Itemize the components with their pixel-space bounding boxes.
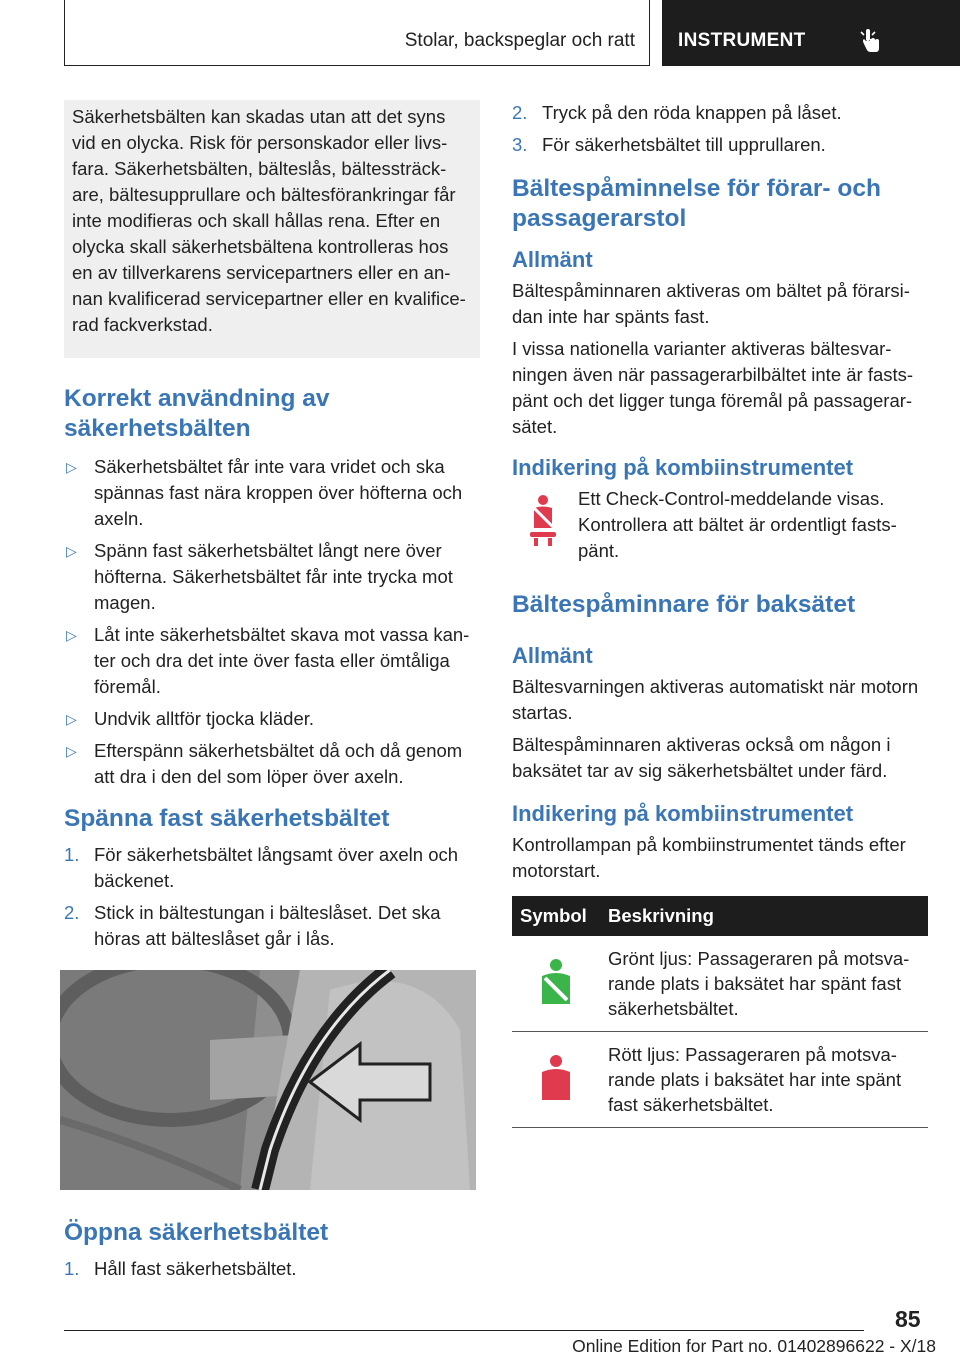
table-header-row [512, 896, 928, 936]
red-person-icon [539, 1054, 573, 1100]
heading-fasten: Spänna fast säkerhetsbältet [64, 805, 390, 832]
heading-general-1: Allmänt [512, 247, 593, 272]
seatbelt-warning-icon [528, 494, 558, 546]
left-column [64, 100, 480, 1288]
seatbelt-photo [60, 970, 476, 1190]
page-header [64, 0, 960, 66]
chapter-tab [662, 0, 960, 66]
chapter-title: INSTRUMENT [678, 30, 806, 51]
section-title: Stolar, backspeglar och ratt [404, 30, 635, 51]
table-row [512, 1032, 928, 1128]
triangle-bullet-icon: ▷ [66, 543, 77, 559]
triangle-bullet-icon: ▷ [66, 459, 77, 475]
warning-text: Säkerhetsbälten kan skadas utan att det syns vid en olycka. Risk för personskador eller livsfara. Säkerhetsbälten, bälteslås, bältessträckare, bältesupprullare och bältesförankringar får inte modifieras och skall hållas rena. Efter en olycka skall säkerhetsbältena kontrolleras hos en av tillverkarens servicepartners eller en annan kvalificerad servicepartner eller en kvalificerad fackverkstad. [72, 106, 466, 335]
list-item: ▷ Spänn fast säkerhetsbältet långt nere över höfterna. Säkerhetsbältet får inte trycka mot magen. [66, 540, 453, 613]
indicator-text: Ett Check-Control-meddelande visas. Kontrollera att bältet är ordentligt fastspänt. [578, 488, 897, 561]
paragraph: Bältespåminnaren aktiveras om bältet på förarsidan inte har spänts fast. [512, 280, 910, 327]
triangle-bullet-icon: ▷ [66, 627, 77, 643]
paragraph: Bältesvarningen aktiveras automatiskt när motorn startas. [512, 676, 919, 723]
car-seat-illustration [60, 970, 476, 1190]
footer-divider [64, 1330, 864, 1331]
list-item: 1. Håll fast säkerhetsbältet. [64, 1258, 297, 1279]
table-row [512, 936, 928, 1032]
column-header-description: Beskrivning [600, 896, 928, 936]
list-item: ▷ Låt inte säkerhetsbältet skava mot vassa kanter och dra det inte över fasta eller ömtåliga föremål. [66, 624, 470, 697]
description-cell: Rött ljus: Passageraren på motsvarande plats i baksätet har inte spänt fast säkerhetsbältet. [600, 1032, 928, 1128]
correct-use-list [64, 454, 480, 790]
green-seatbelt-icon [539, 958, 573, 1004]
fasten-steps [64, 842, 480, 952]
list-item: 1. För säkerhetsbältet långsamt över axeln och bäckenet. [64, 844, 459, 891]
triangle-bullet-icon: ▷ [66, 711, 77, 727]
open-steps [64, 1256, 480, 1282]
heading-front-reminder: Bältespåminnelse för förar- och passagerarstol [512, 175, 881, 232]
heading-rear-reminder: Bältespåminnare för baksätet [512, 591, 856, 618]
indicator-block [512, 486, 928, 564]
right-column [512, 100, 928, 1128]
symbol-cell [512, 1032, 600, 1128]
paragraph: Kontrollampan på kombiinstrumentet tänds efter motorstart. [512, 834, 906, 881]
paragraph: Bältespåminnaren aktiveras också om någon i baksätet tar av sig säkerhetsbältet under färd. [512, 734, 891, 781]
list-item: ▷ Säkerhetsbältet får inte vara vridet och ska spännas fast nära kroppen över höfterna och axeln. [66, 456, 463, 529]
page-number: 85 [895, 1306, 921, 1332]
section-header [64, 0, 650, 66]
triangle-bullet-icon: ▷ [66, 743, 77, 759]
heading-general-2: Allmänt [512, 643, 593, 668]
indicator-table [512, 896, 928, 1128]
heading-correct-use: Korrekt användning av säkerhetsbälten [64, 385, 330, 442]
touch-hand-icon [858, 27, 882, 53]
heading-indicator-2: Indikering på kombiinstrumentet [512, 801, 854, 826]
description-cell: Grönt ljus: Passageraren på motsvarande plats i baksätet har spänt fast säkerhetsbältet. [600, 936, 928, 1032]
list-item: 3. För säkerhetsbältet till upprullaren. [512, 134, 826, 155]
list-item: ▷ Efterspänn säkerhetsbältet då och då genom att dra i den del som löper över axeln. [66, 740, 463, 787]
list-item: 2. Tryck på den röda knappen på låset. [512, 102, 842, 123]
footer-edition: Online Edition for Part no. 01402896622 - X/18 [572, 1336, 936, 1356]
warning-box [64, 100, 480, 358]
list-item: ▷ Undvik alltför tjocka kläder. [64, 706, 480, 732]
heading-open: Öppna säkerhetsbältet [64, 1219, 329, 1246]
open-steps-continued [512, 100, 928, 158]
column-header-symbol: Symbol [512, 896, 600, 936]
paragraph: I vissa nationella varianter aktiveras bältesvarningen även när passagerarbilbältet inte är fastspänt och det ligger tunga föremål på passagerarsätet. [512, 338, 914, 437]
symbol-cell [512, 936, 600, 1032]
heading-indicator-1: Indikering på kombiinstrumentet [512, 455, 854, 480]
list-item: 2. Stick in bältestungan i bälteslåset. Det ska höras att bälteslåset går i lås. [64, 902, 441, 949]
